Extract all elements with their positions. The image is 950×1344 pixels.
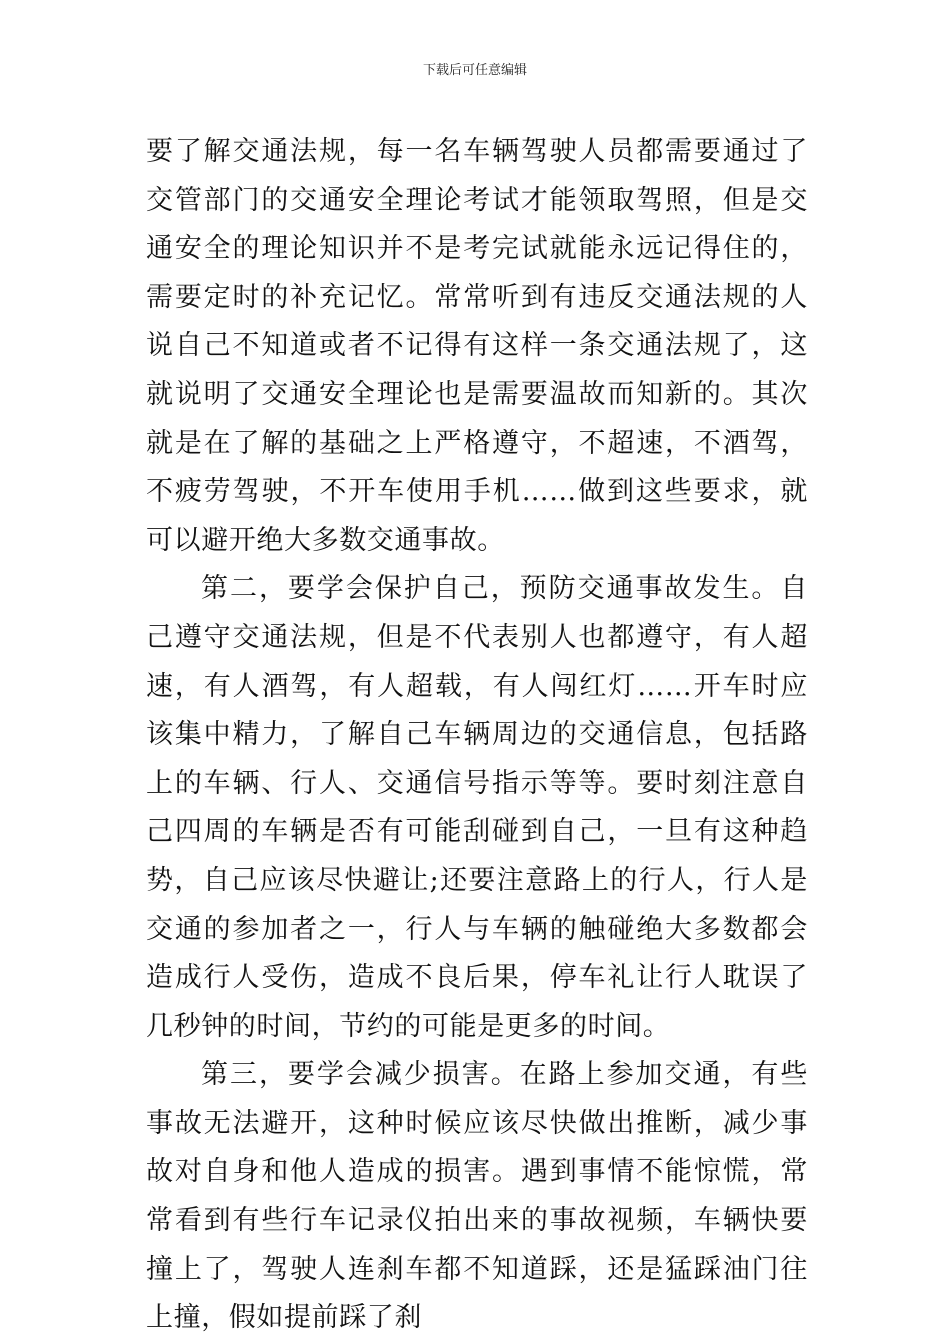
document-body [146, 128, 808, 1343]
page-header: 下载后可任意编辑 [422, 63, 527, 78]
paragraph-3: 第三，要学会减少损害。在路上参加交通，有些事故无法避开，这种时候应该尽快做出推断，减少事故对自身和他人造成的损害。遇到事情不能惊慌，常常看到有些行车记录仪拍出来的事故视频，车辆快要撞上了，驾驶人连刹车都不知道踩，还是猛踩油门往上撞，假如提前踩了刹 [146, 1059, 808, 1334]
paragraph-2: 第二，要学会保护自己，预防交通事故发生。自己遵守交通法规，但是不代表别人也都遵守，有人超速，有人酒驾，有人超载，有人闯红灯……开车时应该集中精力，了解自己车辆周边的交通信息，包括路上的车辆、行人、交通信号指示等等。要时刻注意自己四周的车辆是否有可能刮碰到自己，一旦有这种趋势，自己应该尽快避让;还要注意路上的行人，行人是交通的参加者之一，行人与车辆的触碰绝大多数都会造成行人受伤，造成不良后果，停车礼让行人耽误了几秒钟的时间，节约的可能是更多的时间。 [146, 573, 808, 1042]
paragraph-1: 要了解交通法规，每一名车辆驾驶人员都需要通过了交管部门的交通安全理论考试才能领取驾照，但是交通安全的理论知识并不是考完试就能永远记得住的，需要定时的补充记忆。常常听到有违反交通法规的人说自己不知道或者不记得有这样一条交通法规了，这就说明了交通安全理论也是需要温故而知新的。其次就是在了解的基础之上严格遵守，不超速，不酒驾，不疲劳驾驶，不开车使用手机……做到这些要求，就可以避开绝大多数交通事故。 [146, 136, 808, 556]
